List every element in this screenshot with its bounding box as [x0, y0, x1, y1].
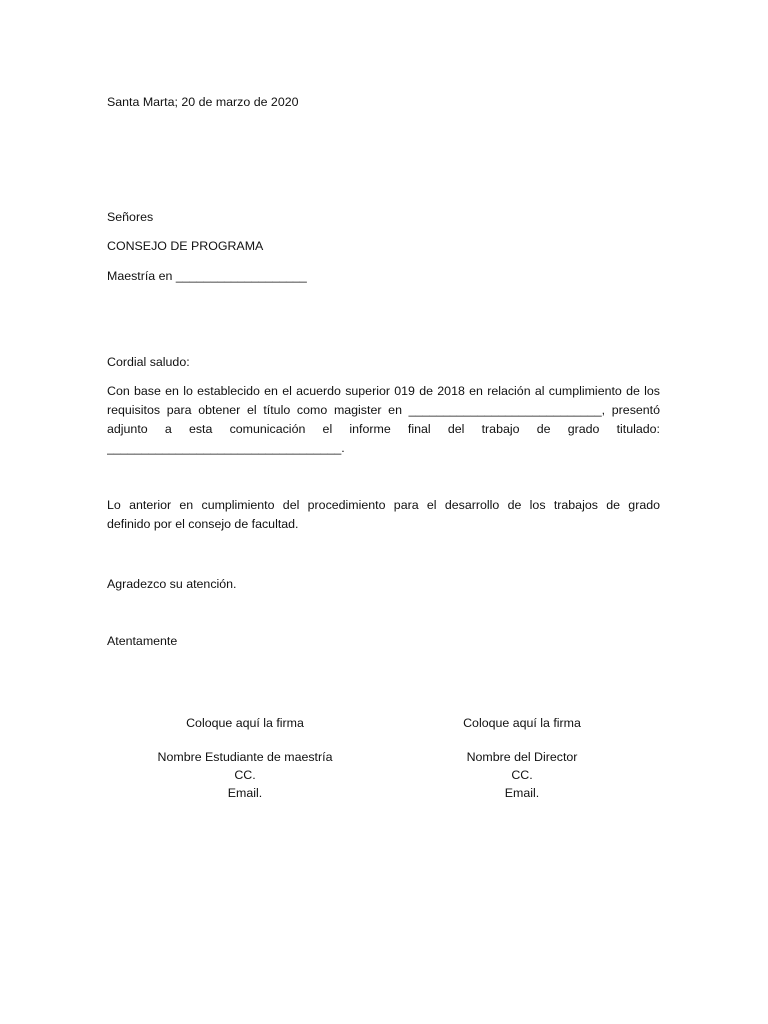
greeting: Cordial saludo: — [107, 355, 190, 369]
body-paragraph-2 — [107, 496, 660, 534]
addressee-body: CONSEJO DE PROGRAMA — [107, 239, 264, 253]
student-email-label: Email. — [227, 786, 263, 800]
closing-line: Atentamente — [107, 634, 178, 648]
paragraph-1-line-4: __________________________________. — [107, 441, 345, 455]
student-signature-placeholder: Coloque aquí la firma — [186, 716, 304, 730]
date-line: Santa Marta; 20 de marzo de 2020 — [107, 95, 299, 109]
body-paragraph-1 — [107, 382, 660, 458]
paragraph-2-line-2: definido por el consejo de facultad. — [107, 517, 299, 531]
thanks-line: Agradezco su atención. — [107, 577, 237, 591]
paragraph-1-line-2: requisitos para obtener el título como magister en ____________________________, presentó — [107, 403, 660, 417]
student-name: Nombre Estudiante de maestría — [157, 750, 333, 764]
paragraph-2-line-1: Lo anterior en cumplimiento del procedimiento para el desarrollo de los trabajos de grado — [107, 498, 660, 512]
student-signature-block — [120, 714, 370, 802]
paragraph-1-line-1: Con base en lo establecido en el acuerdo superior 019 de 2018 en relación al cumplimiento de los — [107, 384, 660, 398]
director-signature-block — [397, 714, 647, 802]
student-id-label: CC. — [234, 768, 256, 782]
director-id-label: CC. — [511, 768, 533, 782]
director-signature-placeholder: Coloque aquí la firma — [463, 716, 581, 730]
addressee-title: Señores — [107, 210, 154, 224]
director-email-label: Email. — [504, 786, 540, 800]
paragraph-1-line-3: adjunto a esta comunicación el informe final del trabajo de grado titulado: — [107, 422, 660, 436]
addressee-program: Maestría en ___________________ — [107, 269, 307, 283]
director-name: Nombre del Director — [466, 750, 578, 764]
